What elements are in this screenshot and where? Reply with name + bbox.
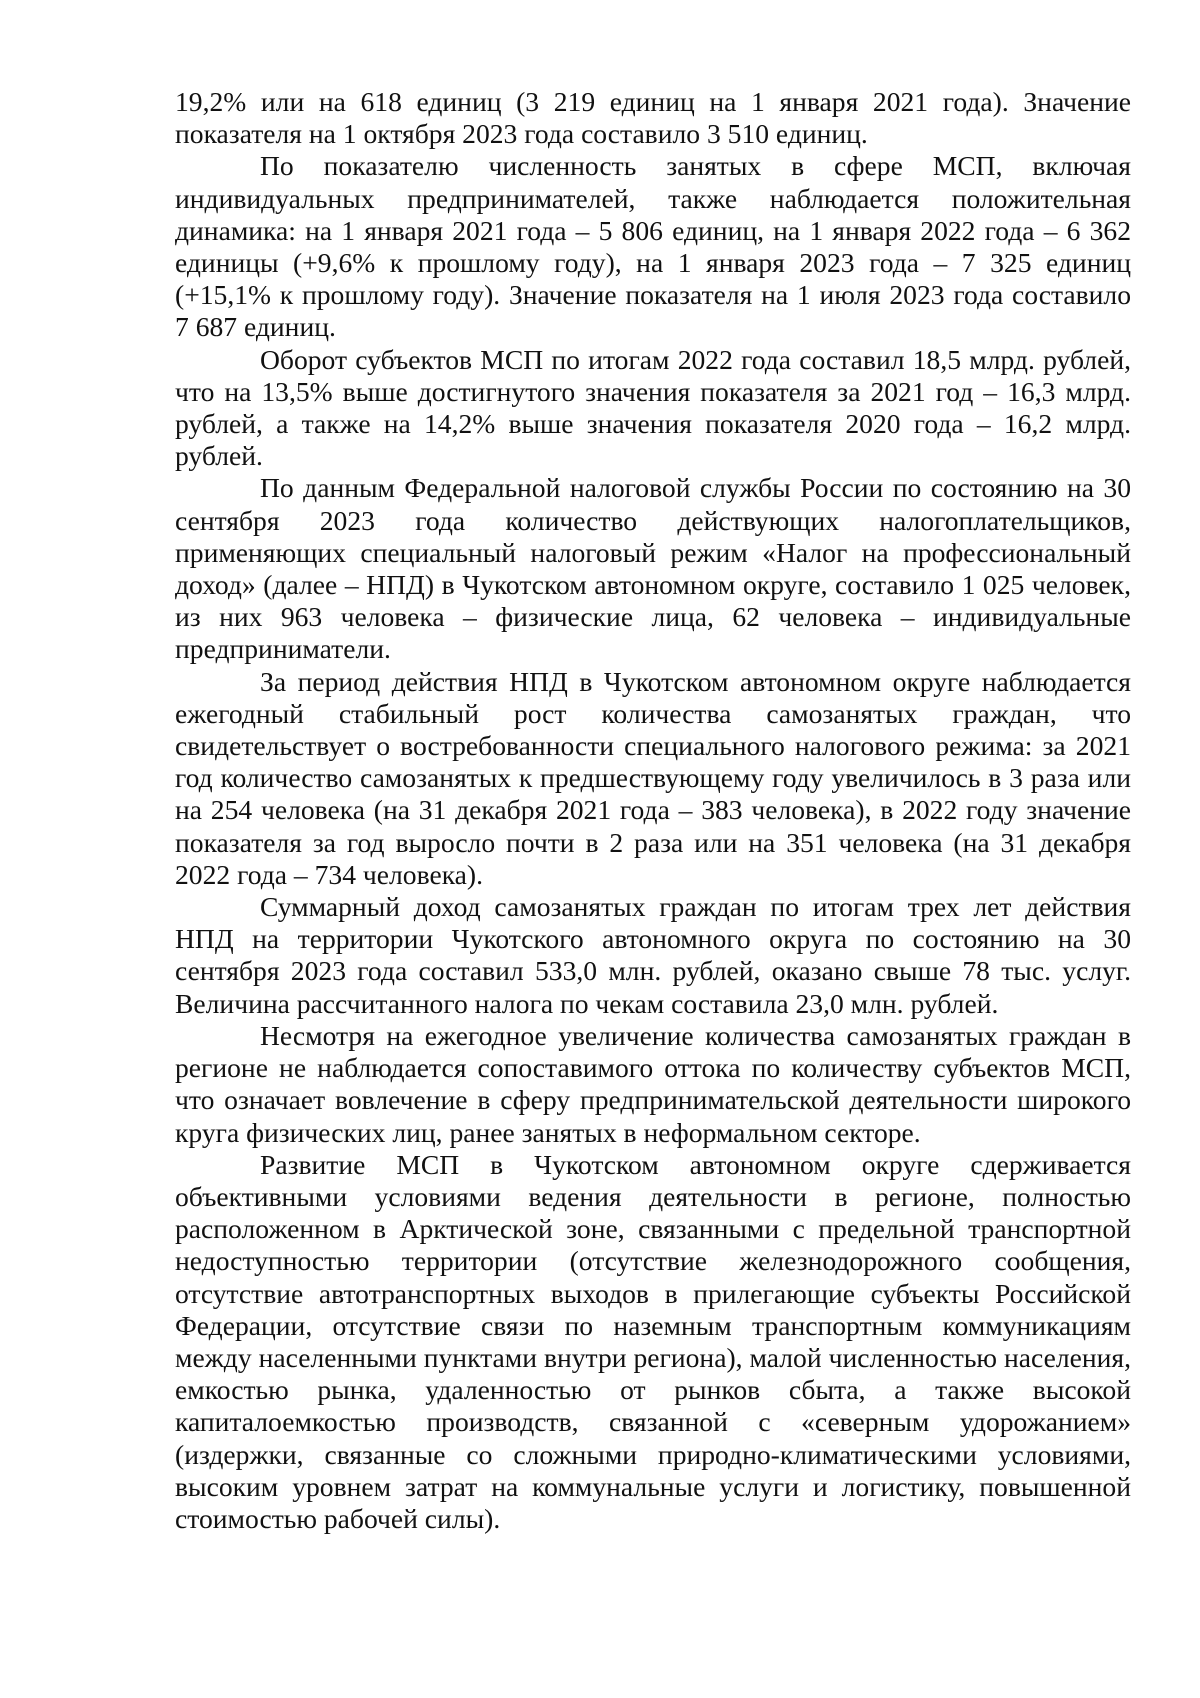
- paragraph-continued: 19,2% или на 618 единиц (3 219 единиц на 1 января 2021 года). Значение показателя на 1 октября 2023 года составило 3 510 единиц.: [175, 86, 1131, 150]
- paragraph-constraints: Развитие МСП в Чукотском автономном округе сдерживается объективными условиями ведения деятельности в регионе, полностью расположенном в Арктической зоне, связанными с предельной транспортной недоступностью территории (отсутствие железнодорожного сообщения, отсутствие автотранспортных выходов в прилегающие субъекты Российской Федерации, отсутствие связи по наземным транспортным коммуникациям между населенными пунктами внутри региона), малой численностью населения, емкостью рынка, удаленностью от рынков сбыта, а также высокой капиталоемкостью производств, связанной с «северным удорожанием» (издержки, связанные со сложными природно-климатическими условиями, высоким уровнем затрат на коммунальные услуги и логистику, повышенной стоимостью рабочей силы).: [175, 1148, 1131, 1534]
- paragraph-tax-regime: По данным Федеральной налоговой службы России по состоянию на 30 сентября 2023 года количество действующих налогоплательщиков, применяющих специальный налоговый режим «Налог на профессиональный доход» (далее – НПД) в Чукотском автономном округе, составило 1 025 человек, из них 963 человека – физические лица, 62 человека – индивидуальные предприниматели.: [175, 472, 1131, 665]
- paragraph-turnover: Оборот субъектов МСП по итогам 2022 года составил 18,5 млрд. рублей, что на 13,5% выше достигнутого значения показателя за 2021 год – 16,3 млрд. рублей, а также на 14,2% выше значения показателя 2020 года – 16,2 млрд. рублей.: [175, 343, 1131, 472]
- paragraph-self-employed-growth: За период действия НПД в Чукотском автономном округе наблюдается ежегодный стабильный рост количества самозанятых граждан, что свидетельствует о востребованности специального налогового режима: за 2021 год количество самозанятых к предшествующему году увеличилось в 3 раза или на 254 человека (на 31 декабря 2021 года – 383 человека), в 2022 году значение показателя за год выросло почти в 2 раза или на 351 человека (на 31 декабря 2022 года – 734 человека).: [175, 665, 1131, 890]
- document-body: [175, 86, 1131, 1535]
- paragraph-informal-sector: Несмотря на ежегодное увеличение количества самозанятых граждан в регионе не наблюдается сопоставимого оттока по количеству субъектов МСП, что означает вовлечение в сферу предпринимательской деятельности широкого круга физических лиц, ранее занятых в неформальном секторе.: [175, 1019, 1131, 1148]
- paragraph-income: Суммарный доход самозанятых граждан по итогам трех лет действия НПД на территории Чукотского автономного округа по состоянию на 30 сентября 2023 года составил 533,0 млн. рублей, оказано свыше 78 тыс. услуг. Величина рассчитанного налога по чекам составила 23,0 млн. рублей.: [175, 891, 1131, 1019]
- paragraph-employment: По показателю численность занятых в сфере МСП, включая индивидуальных предпринимателей, также наблюдается положительная динамика: на 1 января 2021 года – 5 806 единиц, на 1 января 2022 года – 6 362 единицы (+9,6% к прошлому году), на 1 января 2023 года – 7 325 единиц (+15,1% к прошлому году). Значение показателя на 1 июля 2023 года составило 7 687 единиц.: [175, 150, 1131, 343]
